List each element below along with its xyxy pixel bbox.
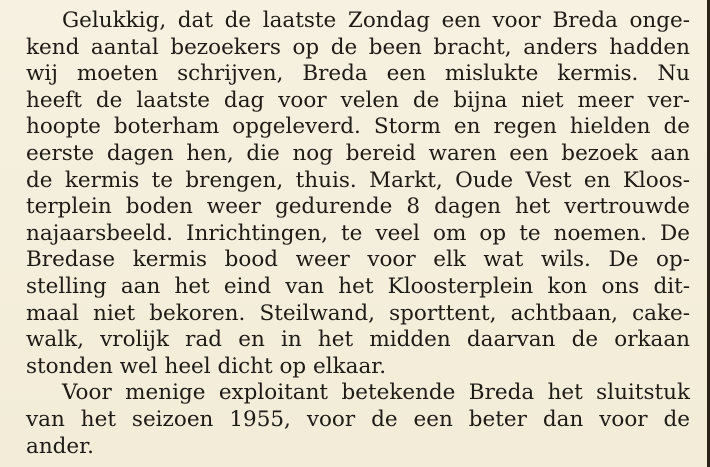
text-line: eerste dagen hen, die nog bereid waren een bezoek aan: [26, 140, 690, 166]
text-line: Bredase kermis bood weer voor elk wat wils. De op-: [26, 247, 690, 273]
text-line: terplein boden weer gedurende 8 dagen het vertrouwde: [26, 194, 690, 220]
text-line: kend aantal bezoekers op de been bracht, anders hadden: [26, 34, 690, 60]
text-line: Voor menige exploitant betekende Breda het sluitstuk: [62, 380, 690, 406]
text-line: van het seizoen 1955, voor de een beter dan voor de: [26, 406, 690, 432]
article-text: [26, 8, 690, 460]
text-line: hoopte boterham opgeleverd. Storm en regen hielden de: [26, 114, 690, 140]
text-line: maal niet bekoren. Steilwand, sporttent, achtbaan, cake-: [26, 300, 690, 326]
text-line: najaarsbeeld. Inrichtingen, te veel om op te noemen. De: [26, 220, 690, 246]
text-line: stelling aan het eind van het Kloosterplein kon ons dit-: [26, 273, 690, 299]
text-line: Gelukkig, dat de laatste Zondag een voor Breda onge-: [62, 8, 690, 33]
text-line: walk, vrolijk rad en in het midden daarvan de orkaan: [26, 327, 690, 353]
text-line: heeft de laatste dag voor velen de bijna niet meer ver-: [26, 87, 690, 113]
text-line: de kermis te brengen, thuis. Markt, Oude Vest en Kloos-: [26, 167, 690, 193]
text-line: ander.: [26, 433, 94, 459]
text-line: wij moeten schrijven, Breda een mislukte kermis. Nu: [26, 61, 690, 87]
text-line: stonden wel heel dicht op elkaar.: [26, 353, 387, 379]
paragraph-2: [26, 380, 690, 460]
paragraph-1: [26, 8, 690, 380]
